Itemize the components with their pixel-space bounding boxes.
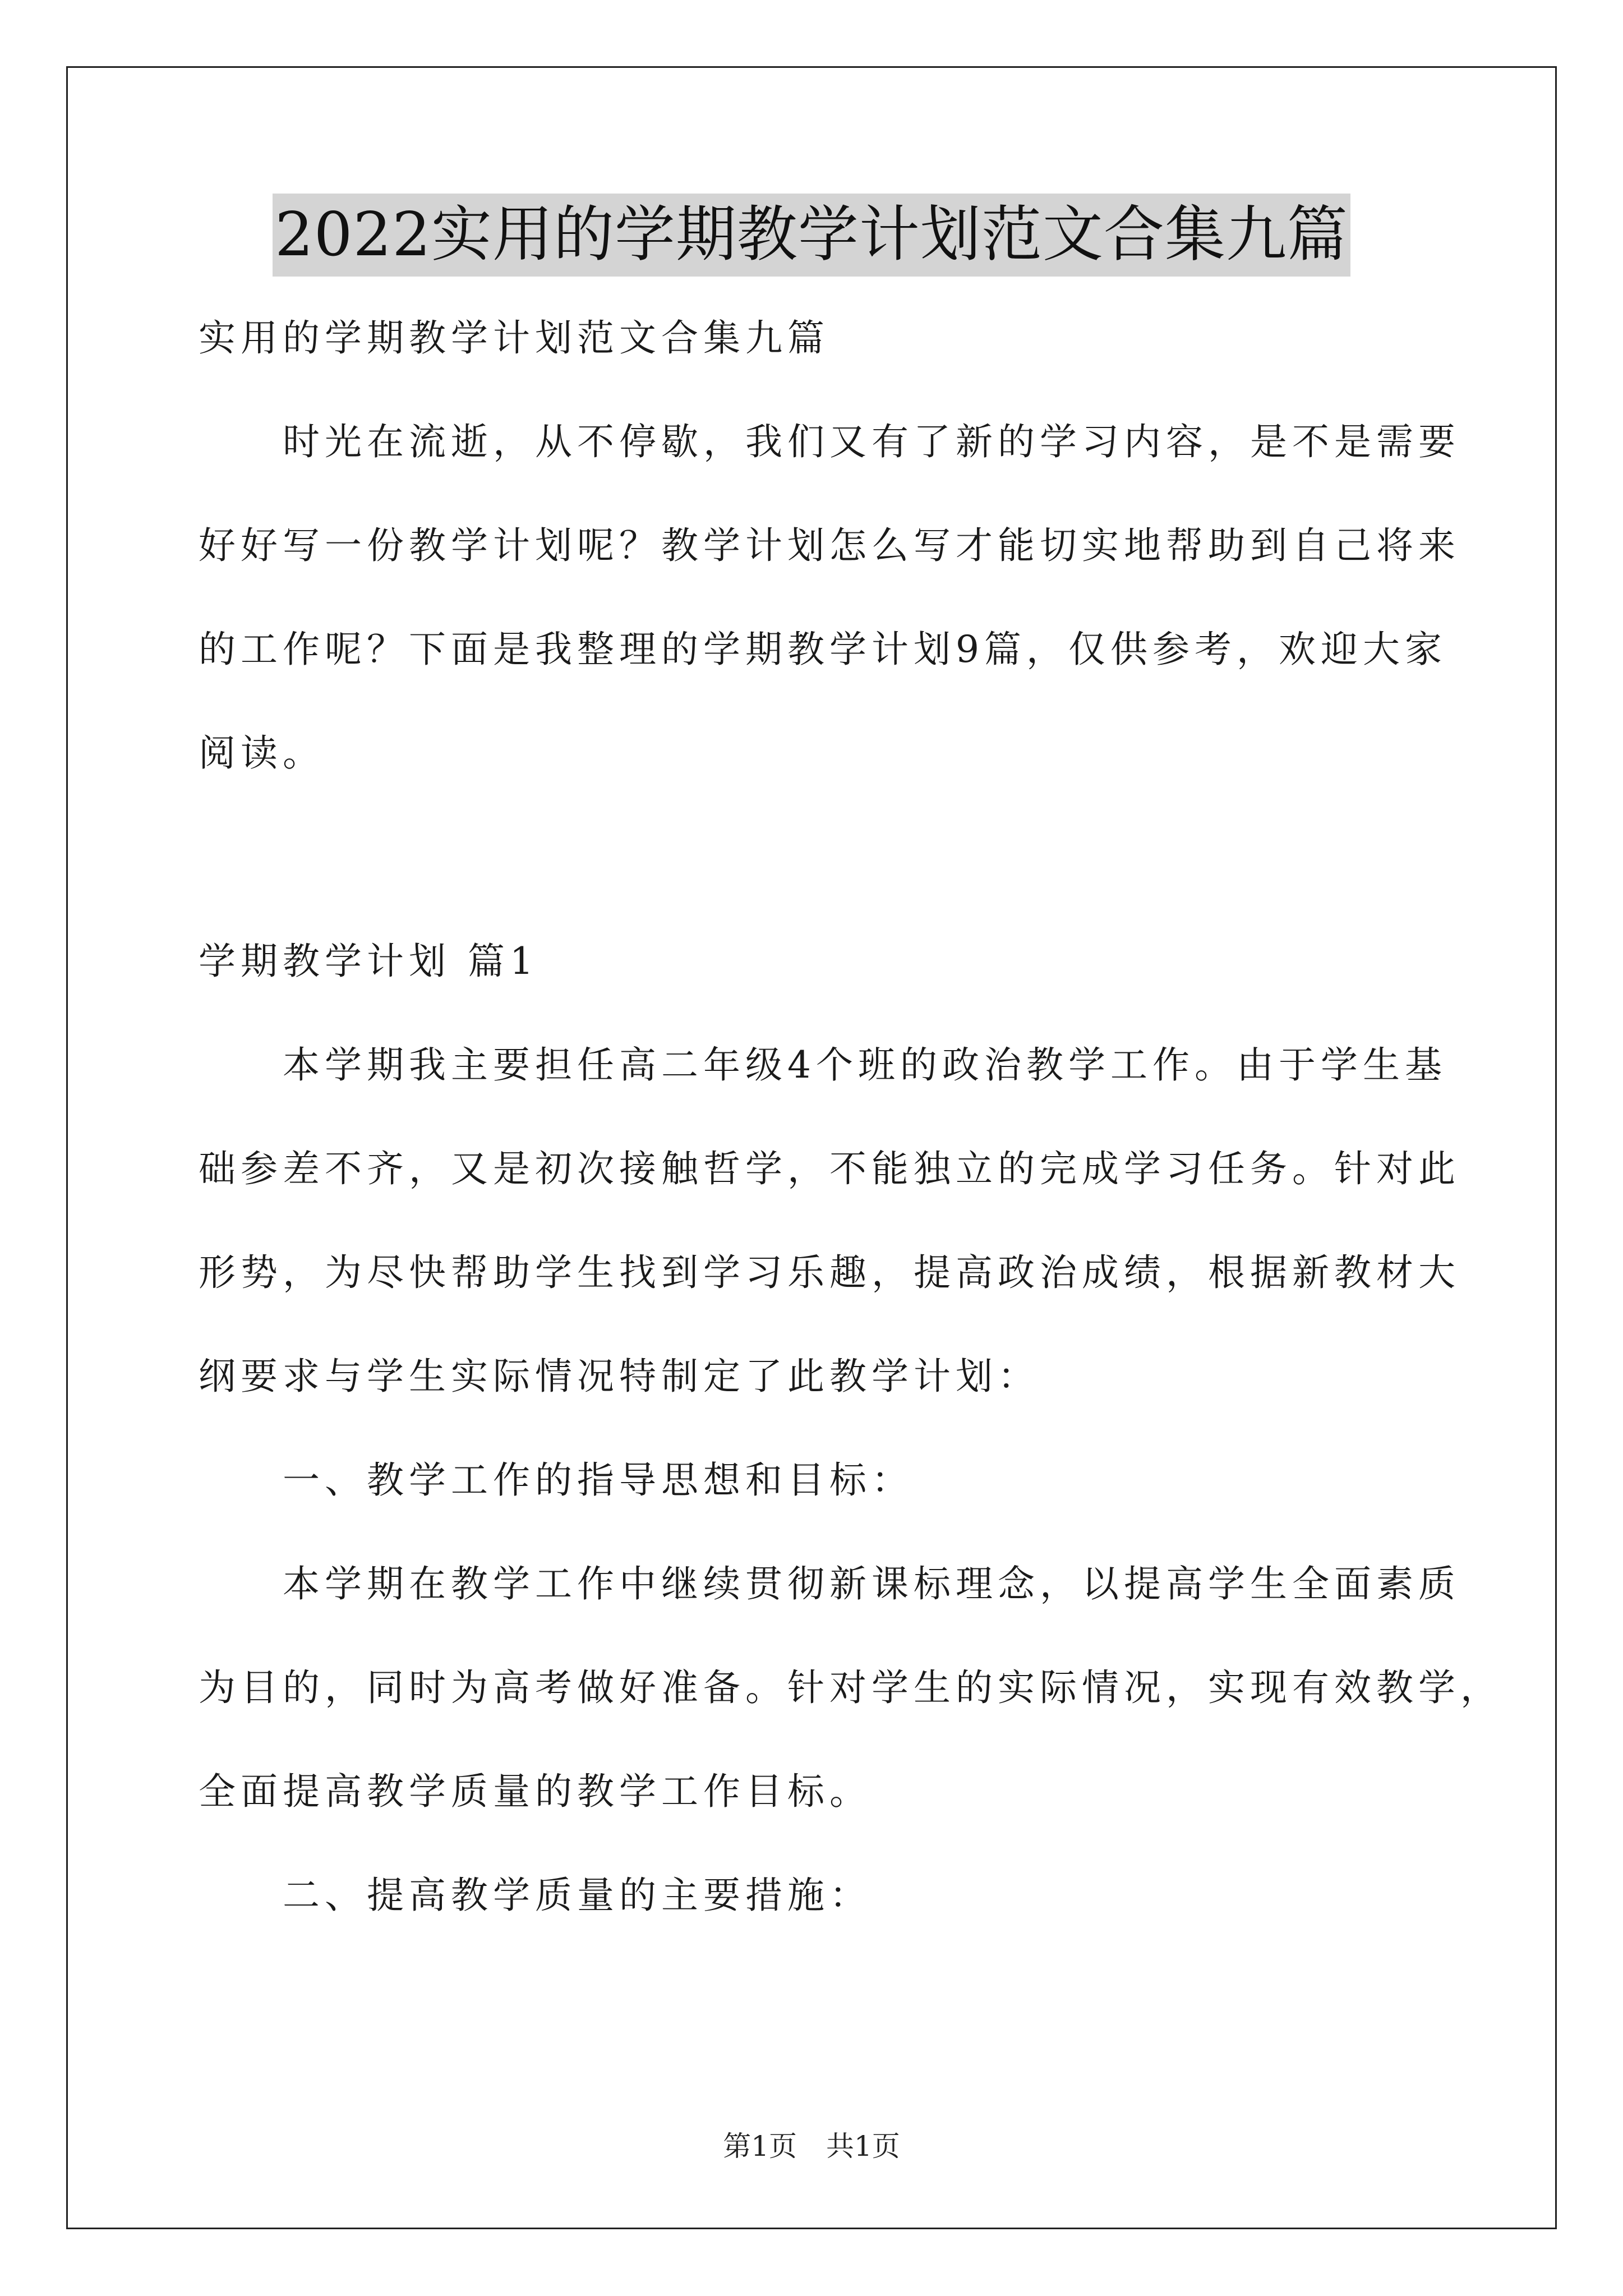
document-subtitle: 实用的学期教学计划范文合集九篇 [199,316,829,360]
title-container [0,194,1623,277]
section-heading: 学期教学计划 篇1 [199,940,538,983]
page-total: 共1页 [826,2130,900,2162]
page-number: 第1页 [723,2130,797,2162]
paragraph-line: 为目的，同时为高考做好准备。针对学生的实际情况，实现有效教学， [199,1666,1502,1709]
page-footer [0,2129,1623,2163]
intro-paragraph [199,415,1460,780]
document-body [199,311,1502,1922]
paragraph-line: 形势，为尽快帮助学生找到学习乐趣，提高政治成绩，根据新教材大 [199,1251,1460,1294]
intro-line: 时光在流逝，从不停歇，我们又有了新的学习内容，是不是需要 [283,420,1460,463]
section-paragraph [199,1038,1460,1403]
point1-heading: 一、教学工作的指导思想和目标： [283,1458,914,1502]
paragraph-line: 本学期在教学工作中继续贯彻新课标理念，以提高学生全面素质 [283,1562,1460,1605]
paragraph-line: 本学期我主要担任高二年级4个班的政治教学工作。由于学生基 [283,1043,1447,1087]
intro-line: 的工作呢？下面是我整理的学期教学计划9篇，仅供参考，欢迎大家 [199,628,1447,671]
paragraph-line: 全面提高教学质量的教学工作目标。 [199,1770,872,1813]
point1-paragraph [199,1557,1502,1818]
intro-line: 好好写一份教学计划呢？教学计划怎么写才能切实地帮助到自己将来 [199,524,1460,567]
point2-heading: 二、提高教学质量的主要措施： [283,1874,872,1917]
paragraph-line: 础参差不齐，又是初次接触哲学，不能独立的完成学习任务。针对此 [199,1147,1460,1190]
paragraph-line: 纲要求与学生实际情况特制定了此教学计划： [199,1355,1040,1398]
document-title: 2022实用的学期教学计划范文合集九篇 [273,194,1350,277]
intro-line: 阅读。 [199,731,325,775]
